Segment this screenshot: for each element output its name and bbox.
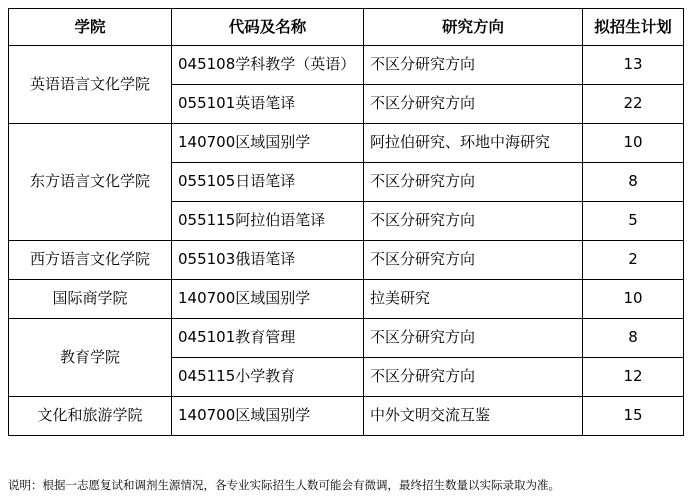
- cell-planned-enrollment: 2: [583, 241, 684, 280]
- table-body: [9, 46, 684, 436]
- cell-code-name: 055105日语笔译: [172, 163, 364, 202]
- column-header-planned-enrollment: 拟招生计划: [583, 9, 684, 46]
- cell-planned-enrollment: 10: [583, 280, 684, 319]
- table-header: [9, 9, 684, 46]
- cell-research-direction: 拉美研究: [364, 280, 583, 319]
- cell-college: 文化和旅游学院: [9, 397, 172, 436]
- cell-planned-enrollment: 13: [583, 46, 684, 85]
- cell-code-name: 140700区域国别学: [172, 397, 364, 436]
- admission-plan-table: [8, 8, 684, 436]
- cell-code-name: 055115阿拉伯语笔译: [172, 202, 364, 241]
- table-row: [9, 319, 684, 358]
- cell-college: 东方语言文化学院: [9, 124, 172, 241]
- cell-research-direction: 不区分研究方向: [364, 85, 583, 124]
- cell-college: 国际商学院: [9, 280, 172, 319]
- cell-code-name: 140700区域国别学: [172, 280, 364, 319]
- cell-planned-enrollment: 8: [583, 319, 684, 358]
- cell-code-name: 055101英语笔译: [172, 85, 364, 124]
- cell-code-name: 045101教育管理: [172, 319, 364, 358]
- cell-research-direction: 不区分研究方向: [364, 163, 583, 202]
- column-header-research-direction: 研究方向: [364, 9, 583, 46]
- cell-planned-enrollment: 10: [583, 124, 684, 163]
- table-row: [9, 280, 684, 319]
- cell-research-direction: 中外文明交流互鉴: [364, 397, 583, 436]
- cell-planned-enrollment: 15: [583, 397, 684, 436]
- column-header-code-name: 代码及名称: [172, 9, 364, 46]
- cell-code-name: 045108学科教学（英语）: [172, 46, 364, 85]
- cell-code-name: 055103俄语笔译: [172, 241, 364, 280]
- cell-research-direction: 不区分研究方向: [364, 202, 583, 241]
- cell-code-name: 140700区域国别学: [172, 124, 364, 163]
- table-footnote: 说明：根据一志愿复试和调剂生源情况，各专业实际招生人数可能会有微调，最终招生数量以实际录取为准。: [8, 477, 560, 492]
- table-row: [9, 397, 684, 436]
- cell-research-direction: 不区分研究方向: [364, 241, 583, 280]
- table-row: [9, 241, 684, 280]
- cell-planned-enrollment: 12: [583, 358, 684, 397]
- cell-planned-enrollment: 22: [583, 85, 684, 124]
- cell-research-direction: 不区分研究方向: [364, 319, 583, 358]
- table-row: [9, 124, 684, 163]
- cell-planned-enrollment: 8: [583, 163, 684, 202]
- table-header-row: [9, 9, 684, 46]
- cell-planned-enrollment: 5: [583, 202, 684, 241]
- cell-college: 西方语言文化学院: [9, 241, 172, 280]
- cell-research-direction: 阿拉伯研究、环地中海研究: [364, 124, 583, 163]
- cell-college: 教育学院: [9, 319, 172, 397]
- table-row: [9, 46, 684, 85]
- cell-college: 英语语言文化学院: [9, 46, 172, 124]
- column-header-college: 学院: [9, 9, 172, 46]
- cell-code-name: 045115小学教育: [172, 358, 364, 397]
- cell-research-direction: 不区分研究方向: [364, 358, 583, 397]
- cell-research-direction: 不区分研究方向: [364, 46, 583, 85]
